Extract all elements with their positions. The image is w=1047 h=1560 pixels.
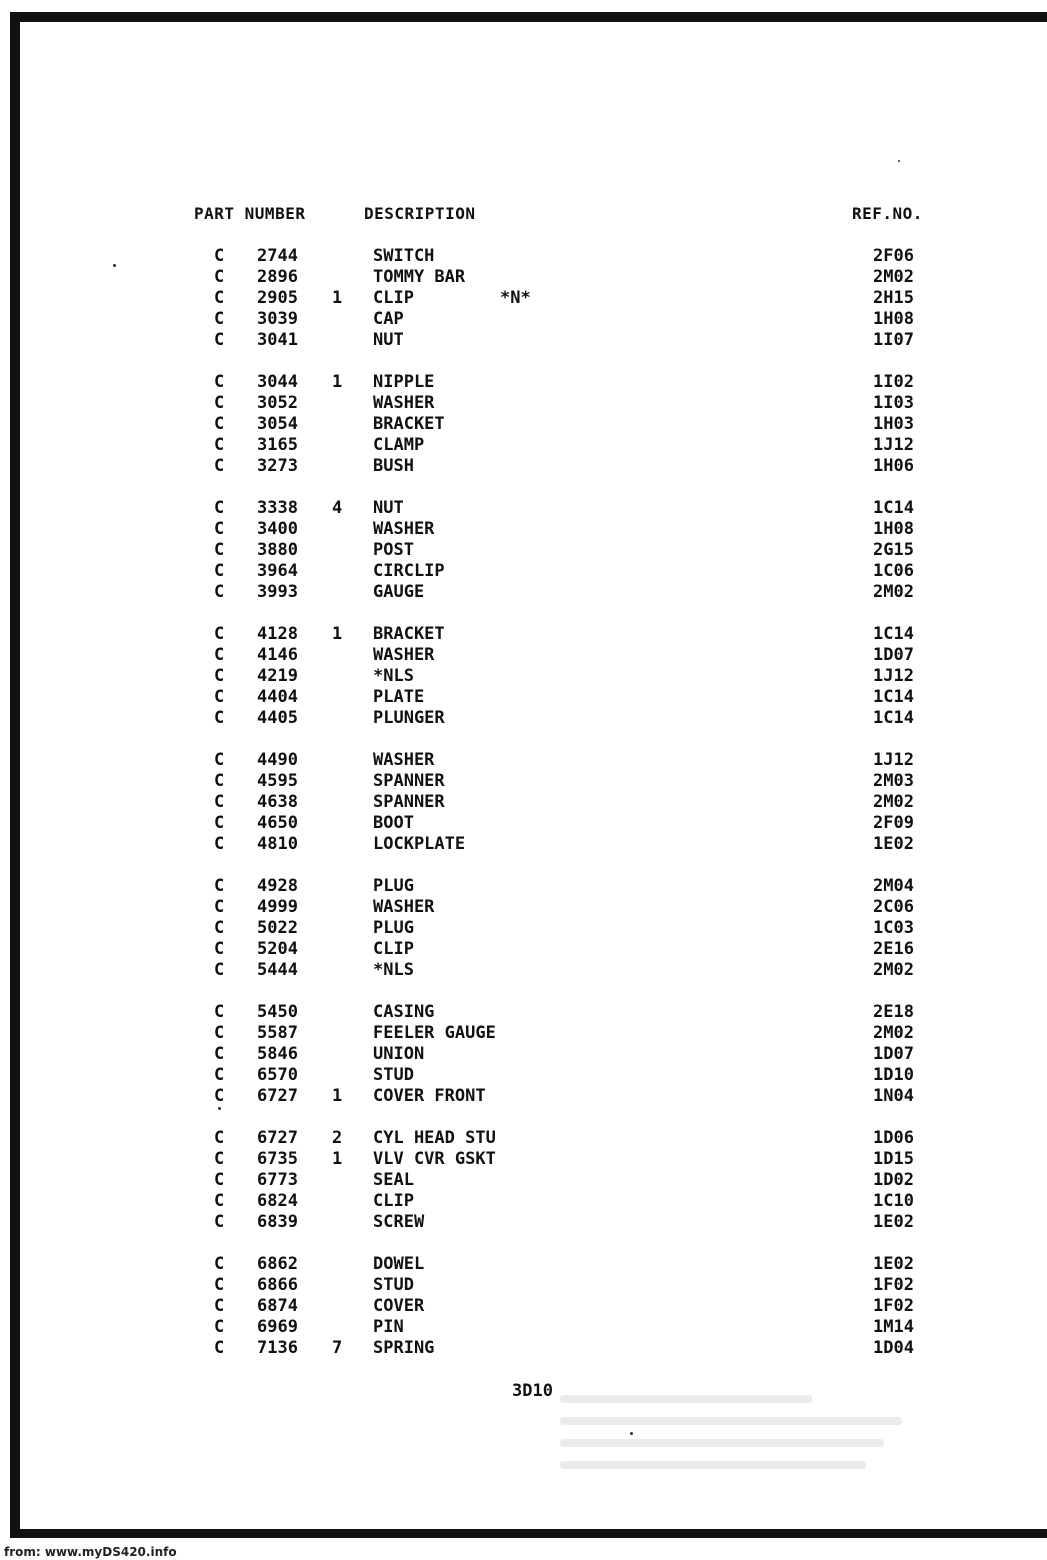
- part-number: 3400: [257, 519, 298, 539]
- part-description: *NLS: [373, 666, 414, 686]
- table-row: [0, 414, 1047, 434]
- table-row: [0, 1044, 1047, 1064]
- part-number: 3273: [257, 456, 298, 476]
- part-number: 4810: [257, 834, 298, 854]
- part-ref-no: 1D07: [873, 645, 914, 665]
- part-number: 4650: [257, 813, 298, 833]
- part-description: PLUG: [373, 876, 414, 896]
- table-row: [0, 1023, 1047, 1043]
- part-number: 2905: [257, 288, 298, 308]
- table-row: [0, 939, 1047, 959]
- speck: [630, 1432, 633, 1435]
- part-ref-no: 2M03: [873, 771, 914, 791]
- part-number: 4928: [257, 876, 298, 896]
- part-qty: 1: [332, 624, 343, 644]
- part-description: SEAL: [373, 1170, 414, 1190]
- part-description: WASHER: [373, 393, 435, 413]
- part-ref-no: 1M14: [873, 1317, 914, 1337]
- part-ref-no: 1E02: [873, 1254, 914, 1274]
- part-ref-no: 2M02: [873, 582, 914, 602]
- part-ref-no: 1H03: [873, 414, 914, 434]
- part-number: 4638: [257, 792, 298, 812]
- part-ref-no: 1C10: [873, 1191, 914, 1211]
- part-description: UNION: [373, 1044, 425, 1064]
- table-row: [0, 288, 1047, 308]
- part-prefix: C: [214, 288, 225, 308]
- part-number: 4404: [257, 687, 298, 707]
- part-ref-no: 2M02: [873, 267, 914, 287]
- part-description: WASHER: [373, 750, 435, 770]
- part-prefix: C: [214, 309, 225, 329]
- part-number: 3044: [257, 372, 298, 392]
- part-qty: 2: [332, 1128, 343, 1148]
- part-description: CLAMP: [373, 435, 425, 455]
- part-number: 2896: [257, 267, 298, 287]
- part-description: PIN: [373, 1317, 404, 1337]
- part-prefix: C: [214, 1002, 225, 1022]
- part-ref-no: 1N04: [873, 1086, 914, 1106]
- table-row: [0, 1191, 1047, 1211]
- part-ref-no: 1D07: [873, 1044, 914, 1064]
- table-row: [0, 792, 1047, 812]
- table-row: [0, 1254, 1047, 1274]
- part-description: FEELER GAUGE: [373, 1023, 496, 1043]
- header-ref-no: REF.NO.: [852, 204, 923, 223]
- part-number: 5204: [257, 939, 298, 959]
- part-number: 3880: [257, 540, 298, 560]
- part-ref-no: 2M02: [873, 960, 914, 980]
- part-number: 5444: [257, 960, 298, 980]
- part-description: STUD: [373, 1065, 414, 1085]
- part-ref-no: 1I02: [873, 372, 914, 392]
- part-prefix: C: [214, 330, 225, 350]
- part-ref-no: 2G15: [873, 540, 914, 560]
- table-row: [0, 540, 1047, 560]
- part-prefix: C: [214, 897, 225, 917]
- table-row: [0, 1086, 1047, 1106]
- part-ref-no: 2M02: [873, 1023, 914, 1043]
- header-description: DESCRIPTION: [364, 204, 476, 223]
- part-number: 3041: [257, 330, 298, 350]
- part-ref-no: 1H08: [873, 519, 914, 539]
- part-ref-no: 1C03: [873, 918, 914, 938]
- part-qty: 1: [332, 1086, 343, 1106]
- part-description: SPRING: [373, 1338, 435, 1358]
- part-number: 3039: [257, 309, 298, 329]
- table-row: [0, 1275, 1047, 1295]
- part-qty: 1: [332, 288, 343, 308]
- part-description: GAUGE: [373, 582, 425, 602]
- part-description: DOWEL: [373, 1254, 425, 1274]
- part-description: BOOT: [373, 813, 414, 833]
- part-number: 4999: [257, 897, 298, 917]
- part-description: CIRCLIP: [373, 561, 445, 581]
- part-number: 4146: [257, 645, 298, 665]
- part-prefix: C: [214, 267, 225, 287]
- part-ref-no: 1J12: [873, 750, 914, 770]
- part-prefix: C: [214, 582, 225, 602]
- table-row: [0, 582, 1047, 602]
- part-number: 6824: [257, 1191, 298, 1211]
- part-ref-no: 1C06: [873, 561, 914, 581]
- table-row: [0, 1338, 1047, 1358]
- part-number: 6735: [257, 1149, 298, 1169]
- part-prefix: C: [214, 372, 225, 392]
- table-row: [0, 876, 1047, 896]
- part-description: BRACKET: [373, 414, 445, 434]
- part-prefix: C: [214, 834, 225, 854]
- part-prefix: C: [214, 687, 225, 707]
- table-row: [0, 1212, 1047, 1232]
- part-qty: 1: [332, 372, 343, 392]
- table-row: [0, 309, 1047, 329]
- part-ref-no: 1I07: [873, 330, 914, 350]
- part-ref-no: 2H15: [873, 288, 914, 308]
- table-row: [0, 834, 1047, 854]
- part-description: POST: [373, 540, 414, 560]
- part-prefix: C: [214, 792, 225, 812]
- table-row: [0, 561, 1047, 581]
- part-prefix: C: [214, 750, 225, 770]
- page-number: 3D10: [512, 1381, 553, 1401]
- part-ref-no: 1C14: [873, 687, 914, 707]
- part-prefix: C: [214, 876, 225, 896]
- part-ref-no: 1J12: [873, 666, 914, 686]
- part-prefix: C: [214, 645, 225, 665]
- part-ref-no: 1C14: [873, 624, 914, 644]
- table-row: [0, 708, 1047, 728]
- table-row: [0, 1065, 1047, 1085]
- table-row: [0, 519, 1047, 539]
- part-description: COVER FRONT: [373, 1086, 486, 1106]
- part-number: 5450: [257, 1002, 298, 1022]
- part-prefix: C: [214, 435, 225, 455]
- part-prefix: C: [214, 561, 225, 581]
- part-prefix: C: [214, 771, 225, 791]
- part-ref-no: 1I03: [873, 393, 914, 413]
- part-prefix: C: [214, 1086, 225, 1106]
- part-description: WASHER: [373, 519, 435, 539]
- part-ref-no: 2M04: [873, 876, 914, 896]
- part-description: CASING: [373, 1002, 435, 1022]
- part-number: 3054: [257, 414, 298, 434]
- part-number: 3338: [257, 498, 298, 518]
- part-prefix: C: [214, 1275, 225, 1295]
- part-description: SPANNER: [373, 771, 445, 791]
- part-ref-no: 1D10: [873, 1065, 914, 1085]
- part-number: 2744: [257, 246, 298, 266]
- part-number: 3052: [257, 393, 298, 413]
- part-ref-no: 1J12: [873, 435, 914, 455]
- part-flag: *N*: [500, 288, 531, 308]
- part-description: BUSH: [373, 456, 414, 476]
- part-prefix: C: [214, 1317, 225, 1337]
- table-row: [0, 897, 1047, 917]
- table-row: [0, 498, 1047, 518]
- part-number: 6969: [257, 1317, 298, 1337]
- table-row: [0, 246, 1047, 266]
- header-part-number: PART NUMBER: [194, 204, 306, 223]
- table-row: [0, 1128, 1047, 1148]
- part-prefix: C: [214, 1338, 225, 1358]
- part-description: WASHER: [373, 897, 435, 917]
- table-row: [0, 918, 1047, 938]
- part-prefix: C: [214, 1149, 225, 1169]
- part-number: 6866: [257, 1275, 298, 1295]
- part-prefix: C: [214, 918, 225, 938]
- part-prefix: C: [214, 1128, 225, 1148]
- part-number: 4128: [257, 624, 298, 644]
- speck: [218, 1107, 221, 1110]
- part-description: PLUNGER: [373, 708, 445, 728]
- part-description: STUD: [373, 1275, 414, 1295]
- part-qty: 1: [332, 1149, 343, 1169]
- part-number: 4490: [257, 750, 298, 770]
- part-description: *NLS: [373, 960, 414, 980]
- part-prefix: C: [214, 393, 225, 413]
- part-ref-no: 1D04: [873, 1338, 914, 1358]
- part-prefix: C: [214, 939, 225, 959]
- part-description: NUT: [373, 498, 404, 518]
- part-number: 6570: [257, 1065, 298, 1085]
- part-prefix: C: [214, 666, 225, 686]
- table-row: [0, 435, 1047, 455]
- part-ref-no: 2F06: [873, 246, 914, 266]
- part-ref-no: 2E16: [873, 939, 914, 959]
- table-row: [0, 666, 1047, 686]
- part-ref-no: 1D15: [873, 1149, 914, 1169]
- part-prefix: C: [214, 1296, 225, 1316]
- part-number: 5022: [257, 918, 298, 938]
- part-number: 6727: [257, 1128, 298, 1148]
- part-ref-no: 1C14: [873, 708, 914, 728]
- part-number: 6862: [257, 1254, 298, 1274]
- part-number: 5587: [257, 1023, 298, 1043]
- part-number: 6727: [257, 1086, 298, 1106]
- part-prefix: C: [214, 1254, 225, 1274]
- part-description: SCREW: [373, 1212, 425, 1232]
- part-description: CLIP: [373, 288, 414, 308]
- part-description: BRACKET: [373, 624, 445, 644]
- part-description: CLIP: [373, 1191, 414, 1211]
- part-prefix: C: [214, 498, 225, 518]
- table-row: [0, 771, 1047, 791]
- part-prefix: C: [214, 1023, 225, 1043]
- part-number: 4595: [257, 771, 298, 791]
- part-ref-no: 1C14: [873, 498, 914, 518]
- part-number: 5846: [257, 1044, 298, 1064]
- table-row: [0, 372, 1047, 392]
- part-ref-no: 2C06: [873, 897, 914, 917]
- part-number: 6839: [257, 1212, 298, 1232]
- part-prefix: C: [214, 540, 225, 560]
- part-qty: 7: [332, 1338, 343, 1358]
- footer-source: from: www.myDS420.info: [4, 1545, 177, 1559]
- part-number: 6773: [257, 1170, 298, 1190]
- part-prefix: C: [214, 246, 225, 266]
- table-row: [0, 1170, 1047, 1190]
- table-row: [0, 1149, 1047, 1169]
- part-prefix: C: [214, 960, 225, 980]
- table-row: [0, 687, 1047, 707]
- table-row: [0, 960, 1047, 980]
- table-row: [0, 1296, 1047, 1316]
- part-description: CLIP: [373, 939, 414, 959]
- part-ref-no: 1H08: [873, 309, 914, 329]
- part-ref-no: 1H06: [873, 456, 914, 476]
- part-ref-no: 1F02: [873, 1296, 914, 1316]
- part-description: COVER: [373, 1296, 425, 1316]
- part-ref-no: 2F09: [873, 813, 914, 833]
- part-description: VLV CVR GSKT: [373, 1149, 496, 1169]
- table-row: [0, 750, 1047, 770]
- part-qty: 4: [332, 498, 343, 518]
- part-prefix: C: [214, 1191, 225, 1211]
- part-description: SPANNER: [373, 792, 445, 812]
- part-description: SWITCH: [373, 246, 435, 266]
- table-row: [0, 456, 1047, 476]
- part-description: WASHER: [373, 645, 435, 665]
- part-number: 4405: [257, 708, 298, 728]
- part-description: PLUG: [373, 918, 414, 938]
- part-prefix: C: [214, 708, 225, 728]
- part-ref-no: 1F02: [873, 1275, 914, 1295]
- part-prefix: C: [214, 1065, 225, 1085]
- part-number: 6874: [257, 1296, 298, 1316]
- part-ref-no: 1E02: [873, 1212, 914, 1232]
- part-prefix: C: [214, 414, 225, 434]
- part-prefix: C: [214, 456, 225, 476]
- part-prefix: C: [214, 519, 225, 539]
- part-ref-no: 1D02: [873, 1170, 914, 1190]
- table-row: [0, 1002, 1047, 1022]
- part-description: NIPPLE: [373, 372, 435, 392]
- part-description: CYL HEAD STU: [373, 1128, 496, 1148]
- part-description: CAP: [373, 309, 404, 329]
- part-description: NUT: [373, 330, 404, 350]
- part-ref-no: 1D06: [873, 1128, 914, 1148]
- table-row: [0, 393, 1047, 413]
- part-description: PLATE: [373, 687, 425, 707]
- part-prefix: C: [214, 1044, 225, 1064]
- part-prefix: C: [214, 1170, 225, 1190]
- part-ref-no: 2E18: [873, 1002, 914, 1022]
- table-row: [0, 813, 1047, 833]
- bleed-through-shadow: [560, 1395, 920, 1505]
- table-row: [0, 1317, 1047, 1337]
- part-number: 7136: [257, 1338, 298, 1358]
- part-number: 3165: [257, 435, 298, 455]
- part-number: 3993: [257, 582, 298, 602]
- part-description: TOMMY BAR: [373, 267, 466, 287]
- speck: [113, 264, 116, 267]
- part-prefix: C: [214, 1212, 225, 1232]
- table-row: [0, 267, 1047, 287]
- table-row: [0, 645, 1047, 665]
- speck: [898, 160, 900, 162]
- part-ref-no: 1E02: [873, 834, 914, 854]
- table-row: [0, 624, 1047, 644]
- table-row: [0, 330, 1047, 350]
- part-ref-no: 2M02: [873, 792, 914, 812]
- part-number: 4219: [257, 666, 298, 686]
- part-prefix: C: [214, 813, 225, 833]
- part-description: LOCKPLATE: [373, 834, 466, 854]
- part-number: 3964: [257, 561, 298, 581]
- part-prefix: C: [214, 624, 225, 644]
